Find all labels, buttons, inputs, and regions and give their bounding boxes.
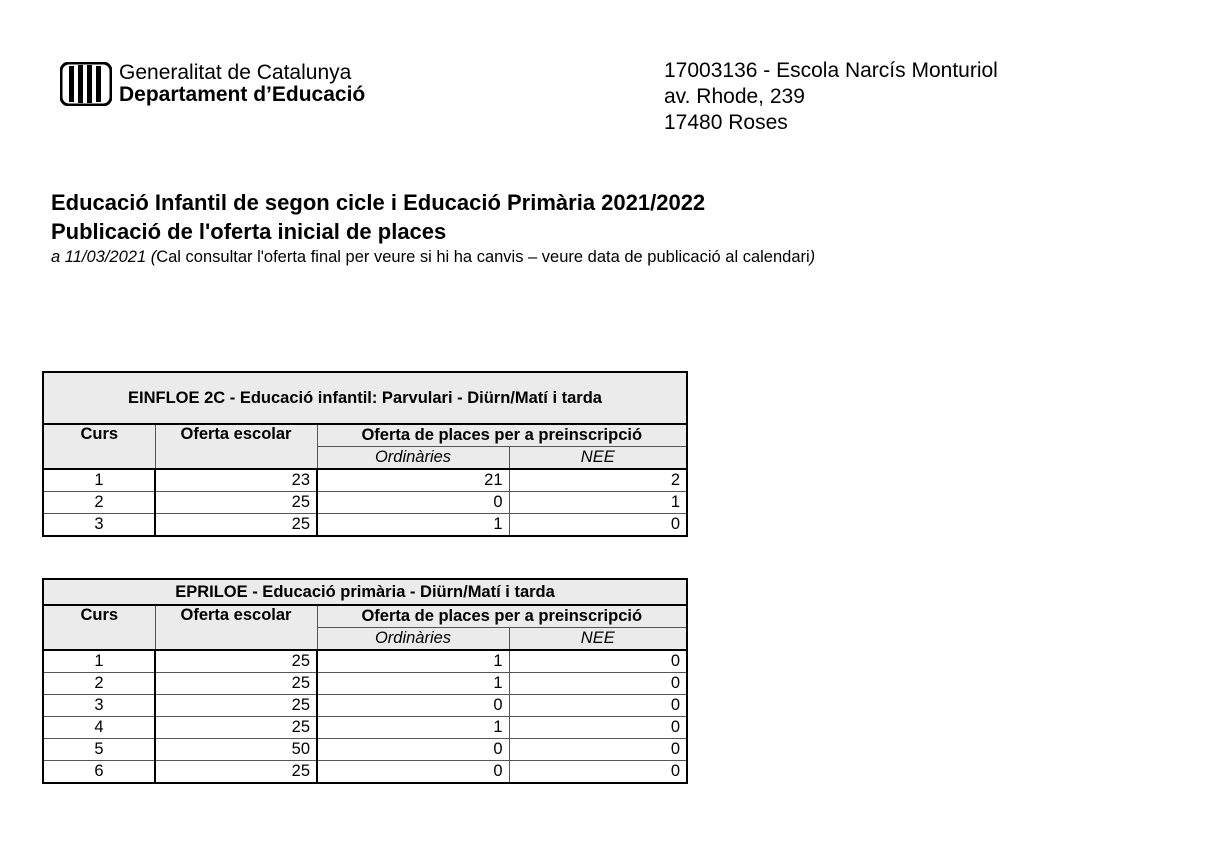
table-row <box>43 673 687 695</box>
cell-nee: 0 <box>509 650 687 673</box>
col-oferta-places: Oferta de places per a preinscripció <box>317 605 687 628</box>
cell-oferta: 25 <box>155 695 317 717</box>
school-address <box>664 58 998 136</box>
school-name: 17003136 - Escola Narcís Monturiol <box>664 59 998 82</box>
cell-ordinaries: 0 <box>317 695 509 717</box>
table-title: EINFLOE 2C - Educació infantil: Parvulari - Diürn/Matí i tarda <box>43 372 687 424</box>
generalitat-logo <box>60 62 365 106</box>
table-row <box>43 514 687 537</box>
col-ordinaries: Ordinàries <box>317 628 509 651</box>
note-text: Cal consultar l'oferta final per veure si hi ha canvis – veure data de publicació al calendari <box>156 248 810 266</box>
cell-curs: 3 <box>43 514 155 537</box>
cell-oferta: 25 <box>155 492 317 514</box>
col-oferta-places: Oferta de places per a preinscripció <box>317 424 687 447</box>
cell-curs: 2 <box>43 673 155 695</box>
school-street: av. Rhode, 239 <box>664 85 805 108</box>
cell-nee: 0 <box>509 695 687 717</box>
logo-line1: Generalitat de Catalunya <box>119 61 352 84</box>
col-oferta-escolar: Oferta escolar <box>155 605 317 650</box>
cell-ordinaries: 0 <box>317 739 509 761</box>
cell-ordinaries: 1 <box>317 717 509 739</box>
cell-ordinaries: 0 <box>317 761 509 784</box>
cell-oferta: 25 <box>155 717 317 739</box>
col-ordinaries: Ordinàries <box>317 447 509 470</box>
document-titles <box>51 188 815 267</box>
table-row <box>43 717 687 739</box>
cell-oferta: 25 <box>155 673 317 695</box>
cell-curs: 6 <box>43 761 155 784</box>
col-nee: NEE <box>509 628 687 651</box>
cell-ordinaries: 1 <box>317 650 509 673</box>
table-row <box>43 739 687 761</box>
cell-ordinaries: 0 <box>317 492 509 514</box>
table-title: EPRILOE - Educació primària - Diürn/Matí i tarda <box>43 579 687 605</box>
table-row <box>43 469 687 492</box>
publication-note <box>51 247 815 267</box>
table-row <box>43 650 687 673</box>
catalonia-shield-icon <box>60 62 112 106</box>
paren-close: ) <box>809 248 816 266</box>
cell-oferta: 50 <box>155 739 317 761</box>
table-row <box>43 761 687 784</box>
cell-ordinaries: 21 <box>317 469 509 492</box>
cell-curs: 4 <box>43 717 155 739</box>
cell-curs: 2 <box>43 492 155 514</box>
table-row <box>43 695 687 717</box>
cell-oferta: 23 <box>155 469 317 492</box>
document-subtitle: Publicació de l'oferta inicial de places <box>51 219 447 244</box>
publication-date: a 11/03/2021 <box>51 248 147 266</box>
cell-nee: 0 <box>509 514 687 537</box>
col-curs: Curs <box>43 424 155 469</box>
table-einfloe <box>42 371 688 537</box>
document-title: Educació Infantil de segon cicle i Educació Primària 2021/2022 <box>51 190 706 215</box>
logo-line2: Departament d’Educació <box>119 83 366 106</box>
cell-oferta: 25 <box>155 514 317 537</box>
cell-nee: 0 <box>509 673 687 695</box>
table-epriloe <box>42 578 688 784</box>
cell-nee: 0 <box>509 717 687 739</box>
col-oferta-escolar: Oferta escolar <box>155 424 317 469</box>
col-nee: NEE <box>509 447 687 470</box>
cell-nee: 2 <box>509 469 687 492</box>
school-city: 17480 Roses <box>664 111 788 134</box>
cell-curs: 1 <box>43 650 155 673</box>
cell-curs: 5 <box>43 739 155 761</box>
cell-curs: 1 <box>43 469 155 492</box>
cell-ordinaries: 1 <box>317 673 509 695</box>
cell-oferta: 25 <box>155 650 317 673</box>
cell-ordinaries: 1 <box>317 514 509 537</box>
col-curs: Curs <box>43 605 155 650</box>
cell-nee: 1 <box>509 492 687 514</box>
cell-curs: 3 <box>43 695 155 717</box>
paren-open: ( <box>146 248 157 266</box>
cell-oferta: 25 <box>155 761 317 784</box>
table-row <box>43 492 687 514</box>
cell-nee: 0 <box>509 761 687 784</box>
cell-nee: 0 <box>509 739 687 761</box>
